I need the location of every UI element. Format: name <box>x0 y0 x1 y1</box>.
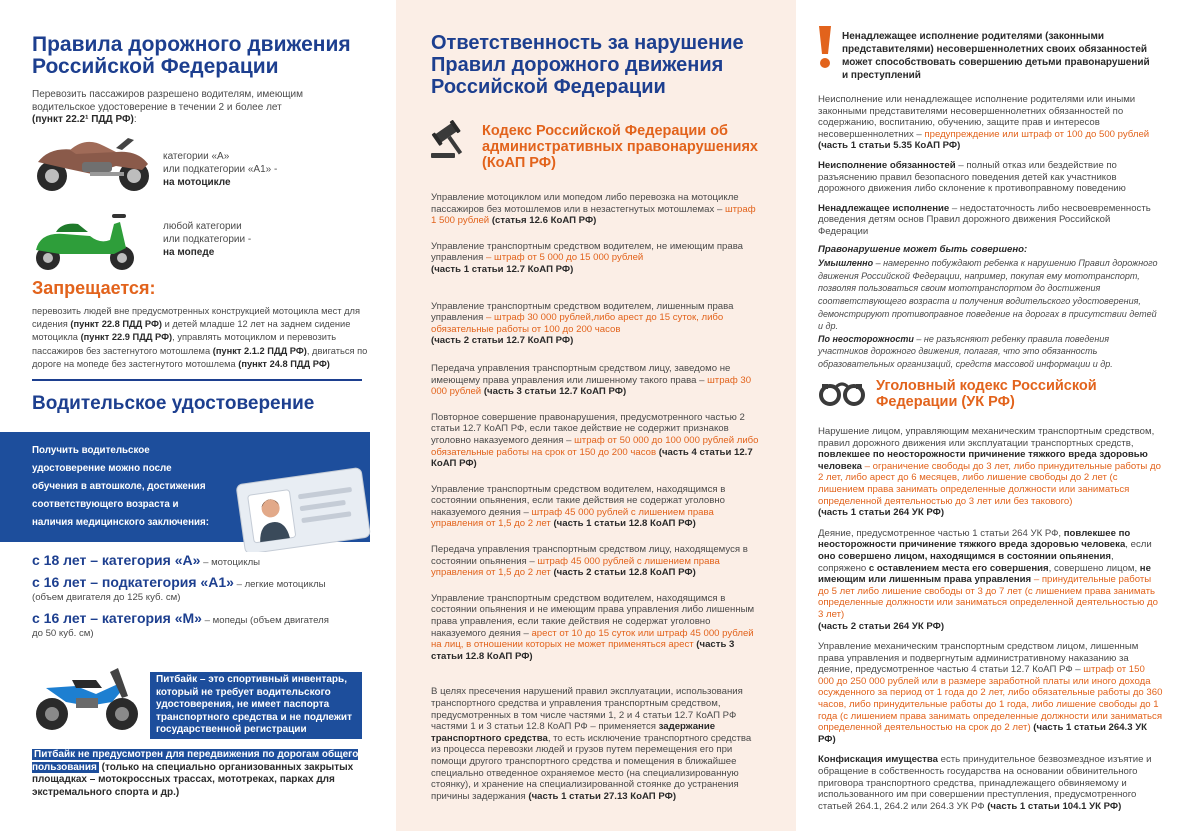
page-title-liability: Ответственность за нарушение Правил дорожного движения Российской Федерации <box>431 32 744 98</box>
uk-item: Нарушение лицом, управляющим механическим транспортным средством, правил дорожного движения или эксплуатации транспортных средств, повлекшее по неосторожности причинение тяжкого вреда здоровью человека – ограничение свободы до 3 лет, либо принудительные работы до 2 лет, либо арест до 6 месяцев, либо лишение свободы до 2 лет (с лишением права занимать определенные должности или заниматься определенной деятельностью до 3 лет или без такового) (часть 1 статьи 264 УК РФ) <box>818 426 1161 519</box>
exclamation-icon <box>816 24 834 70</box>
handcuffs-icon <box>818 378 866 408</box>
section-divider <box>32 379 362 381</box>
category-m: с 16 лет – категория «М» – мопеды (объем двигателя до 50 куб. см) <box>32 610 329 639</box>
pitbike-info-box: Питбайк – это спортивный инвентарь, который не требует водительского удостоверения, не имеет паспорта транспортного средства и не подлежит государственной регистрации <box>150 672 362 739</box>
page-title-rules: Правила дорожного движения Российской Федерации <box>32 33 351 78</box>
uk-title: Уголовный кодекс Российской Федерации (УК РФ) <box>876 378 1097 410</box>
koap-item: Передача управления транспортным средством лицу, заведомо не имеющему права управления или лишенному такого права – штраф 30 000 рублей (часть 3 статьи 12.7 КоАП РФ) <box>431 362 752 398</box>
koap-item: Повторное совершение правонарушения, предусмотренного частью 2 статьи 12.7 КоАП РФ, если такое действие не содержит признаков уголовно наказуемого деяния – штраф от 50 000 до 100 000 рублей либо обязательные работы на срок от 150 до 200 часов (часть 4 статьи 12.7 КоАП РФ) <box>431 411 759 470</box>
koap-item: Управление транспортным средством водителем, лишенным права управления – штраф 30 000 рублей,либо арест до 15 суток, либо обязательные работы от 100 до 200 часов (часть 2 статьи 12.7 КоАП РФ) <box>431 300 734 347</box>
motorcycle-icon <box>30 132 158 194</box>
koap-item: Управление транспортным средством водителем, не имеющим права управления – штраф от 5 000 до 15 000 рублей (часть 1 статьи 12.7 КоАП РФ) <box>431 240 744 275</box>
koap-title: Кодекс Российской Федерации об административных правонарушениях (КоАП РФ) <box>482 123 758 171</box>
column-parents <box>796 0 1192 831</box>
parents-text: Неисполнение или ненадлежащее исполнение родителями или иными законными представителями несовершеннолетних обязанностей по содержанию, воспитанию, обучению, защите прав и интересов несовершеннолетних – предупреждение или штраф от 100 до 500 рублей (часть 1 статьи 5.35 КоАП РФ) Неисполнение обязанностей – полный отказ или бездействие по разъяснению правил безопасного поведения детей как участников дорожного движения либо склонение к противоправному поведению Ненадлежащее исполнение – недостаточность либо несвоевременность доведения детям основ Правил дорожного движения Российской Федерации Правонарушение может быть совершено: Умышленно – намеренно побуждают ребенка к нарушению Правил дорожного движения Российской Федерации, например, покупая ему мототранспорт, позволяя пользоваться своим мототранспортом до достижения соответствующего возраста и получения водительского удостоверения, демонстрируют противоправное поведение на дорогах в присутствии детей и др. По неосторожности – не разъясняют ребенку правила поведения участников дорожного движения, полагая, что это обязанность образовательных организаций, средств массовой информации и др. <box>818 94 1158 369</box>
uk-item: Деяние, предусмотренное частью 1 статьи 264 УК РФ, повлекшее по неосторожности причинение тяжкого вреда здоровью человека, если оно совершено лицом, находящимся в состоянии опьянения, сопряжено с оставлением места его совершения, совершено лицом, не имеющим или лишенным права управления – принудительные работы до 5 лет либо лишение свободы от 3 до 7 лет (с лишением права занимать определенные должности или заниматься определенной деятельностью до 3 лет) (часть 2 статьи 264 УК РФ) <box>818 527 1158 632</box>
category-a: с 18 лет – категория «А» – мотоциклы <box>32 552 261 568</box>
koap-item: Передача управления транспортным средством лицу, находящемуся в состоянии опьянения – штраф 45 000 рублей с лишением права управления от 1,5 до 2 лет (часть 2 статьи 12.8 КоАП РФ) <box>431 544 748 579</box>
koap-item: Управление мотоциклом или мопедом либо перевозка на мотоцикле пассажиров без мотошлемов или в незастегнутых мотошлемах – штраф 1 500 рублей (статья 12.6 КоАП РФ) <box>431 192 756 227</box>
uk-item: Управление механическим транспортным средством лицом, лишенным права управления и подвергнутым административному наказанию за деяние, предусмотренное частью 4 статьи 12.7 КоАП РФ – штраф от 150 000 до 250 000 рублей или в размере заработной платы или иного дохода осужденного за период от 1 года до 2 лет, либо обязательные работы до 360 часов, либо принудительные работы до 1 года, либо лишение свободы до 1 года (с лишением права занимать определенные должности или заниматься определенной деятельностью на срок до 2 лет) (часть 1 статьи 264.3 УК РФ) <box>818 641 1163 745</box>
pitbike-note: Питбайк не предусмотрен для передвижения по дорогам общего пользования (только на специально организованных закрытых площадках – мотокроссных трассах, мототреках, парках для экстремального спорта и др.) <box>32 749 359 798</box>
column-liability <box>396 0 796 831</box>
warning-text: Ненадлежащее исполнение родителями (законными представителями) несовершеннолетних своих обязанностей может способствовать совершению детьми правонарушений и преступлений <box>842 31 1150 81</box>
moto-category-text: категории «А» или подкатегории «А1» - на мотоцикле <box>163 151 278 188</box>
koap-detention: В целях пресечения нарушений правил эксплуатации, использования транспортного средства и управления транспортным средством, предусмотренных в том числе частями 1, 2 и 4 статьи 12.7 КоАП РФ частями 1 и 3 статьи 12.8 КоАП РФ – применяется задержание транспортного средства, то есть исключение транспортного средства из процесса перевозки людей и грузов путем перемещения его при помощи другого транспортного средства и помещения в ближайшее специально отведенное охраняемое место (на специализированную стоянку), и хранение на специализированной стоянке до устранения причины задержания (часть 1 статьи 27.13 КоАП РФ) <box>431 686 752 802</box>
gavel-icon <box>429 120 473 160</box>
uk-item: Конфискация имущества есть принудительное безвозмездное изъятие и обращение в собственность государства на основании обвинительного приговора транспортного средства, принадлежащего обвиняемому и использованного им при совершении преступления, предусмотренного статьей 264.1, 264.2 или 264.3 УК РФ (часть 1 статьи 104.1 УК РФ) <box>818 754 1152 812</box>
license-title: Водительское удостоверение <box>32 393 315 414</box>
column-traffic-rules <box>0 0 396 831</box>
uk-items <box>818 426 1163 812</box>
license-info-box: Получить водительское удостоверение можно после обучения в автошколе, достижения соответствующего возраста и наличия медицинского заключения: <box>0 432 370 542</box>
pitbike-icon <box>32 658 142 734</box>
forbidden-title: Запрещается: <box>32 278 156 298</box>
intro-text: Перевозить пассажиров разрешено водителям, имеющим водительское удостоверение в течении 2 и более лет (пункт 22.2¹ ПДД РФ): <box>32 89 304 125</box>
license-card-icon <box>232 466 372 552</box>
koap-items <box>431 192 761 802</box>
moped-icon <box>30 210 140 272</box>
moped-category-text: любой категории или подкатегории - на мопеде <box>163 221 252 258</box>
license-categories <box>32 552 372 640</box>
forbidden-text: перевозить людей вне предусмотренных конструкцией мотоцикла мест для сидения (пункт 22.8 ПДД РФ) и детей младше 12 лет на заднем сидение мотоцикла (пункт 22.9 ПДД РФ), управлять мотоциклом и перевозить пассажиров без застегнутого мотошлема (пункт 2.1.2 ПДД РФ), двигаться по дороге на мопеде без застегнутого мотошлема (пункт 24.8 ПДД РФ) <box>32 306 368 369</box>
koap-item: Управление транспортным средством водителем, находящимся в состоянии опьянения, если такие действия не содержат уголовно наказуемого деяния – штраф 45 000 рублей с лишением права управления от 1,5 до 2 лет (часть 1 статьи 12.8 КоАП РФ) <box>431 483 726 530</box>
koap-item: Управление транспортным средством водителем, находящимся в состоянии опьянения и не имеющим права управления либо лишенным права управления, если такие действия не содержат уголовно наказуемого деяния – арест от 10 до 15 суток или штраф 45 000 рублей на лиц, в отношении которых не может применяться арест (часть 3 статьи 12.8 КоАП РФ) <box>431 592 755 662</box>
category-a1: с 16 лет – подкатегория «А1» – легкие мотоциклы (объем двигателя до 125 куб. см) <box>32 574 326 603</box>
